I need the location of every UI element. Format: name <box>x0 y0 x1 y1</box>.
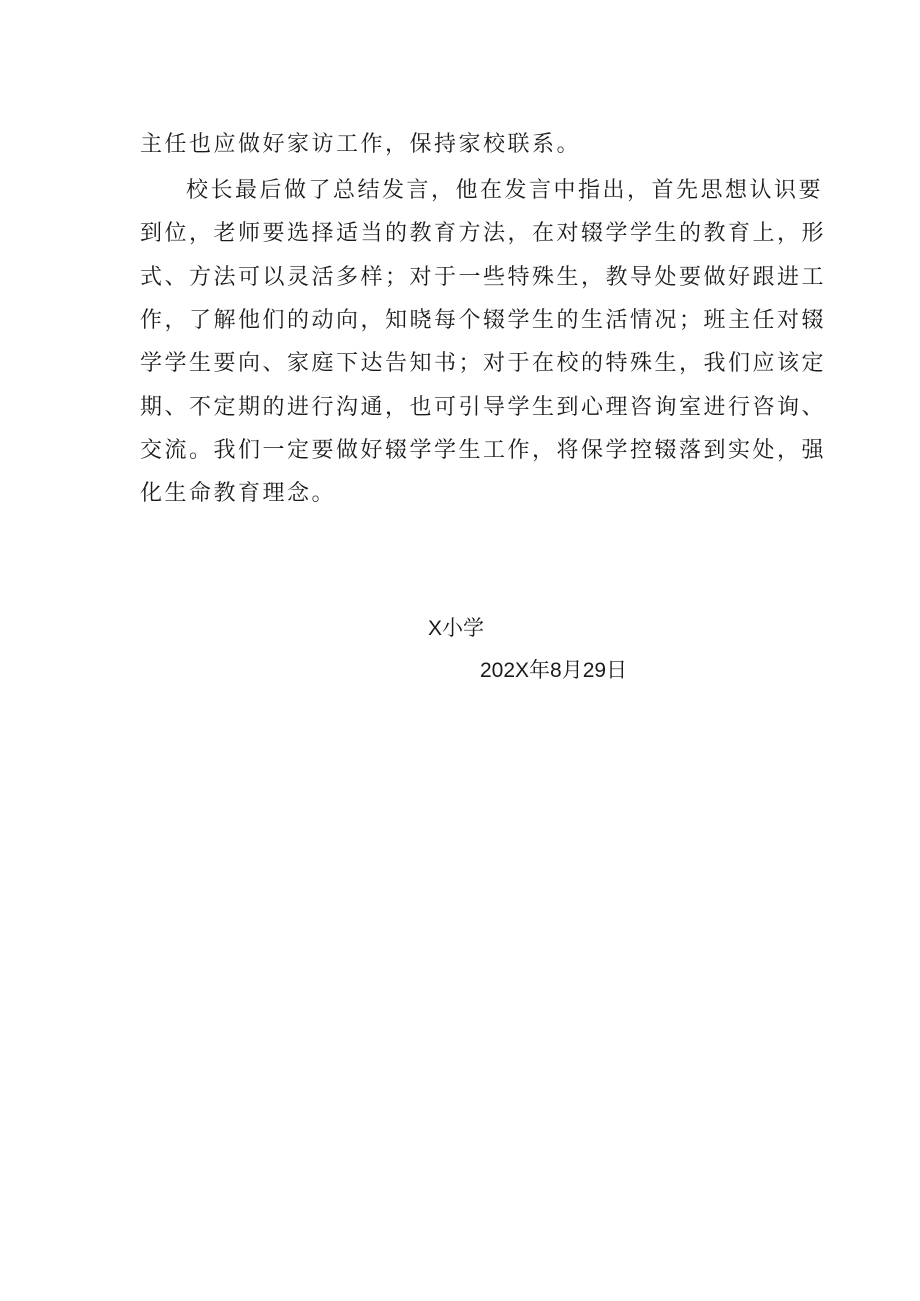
signature-date: 202X年8月29日 <box>480 659 628 682</box>
paragraph-line-3: 式、方法可以灵活多样；对于一些特殊生，教导处要做好跟进工 <box>140 265 827 290</box>
paragraph-line-4: 作，了解他们的动向，知晓每个辍学生的生活情况；班主任对辍 <box>140 308 827 333</box>
paragraph-line-7: 交流。我们一定要做好辍学学生工作，将保学控辍落到实处，强 <box>140 438 827 463</box>
paragraph-line-5: 学学生要向、家庭下达告知书；对于在校的特殊生，我们应该定 <box>140 351 827 376</box>
paragraph-line-6: 期、不定期的进行沟通，也可引导学生到心理咨询室进行咨询、 <box>140 395 827 420</box>
signature-organization: X小学 <box>428 617 485 640</box>
paragraph-continued-line: 主任也应做好家访工作，保持家校联系。 <box>140 132 582 157</box>
paragraph-line-8: 化生命教育理念。 <box>140 481 337 506</box>
paragraph-line-1: 校长最后做了总结发言，他在发言中指出，首先思想认识要 <box>186 178 824 203</box>
paragraph-line-2: 到位，老师要选择适当的教育方法，在对辍学学生的教育上，形 <box>140 221 827 246</box>
